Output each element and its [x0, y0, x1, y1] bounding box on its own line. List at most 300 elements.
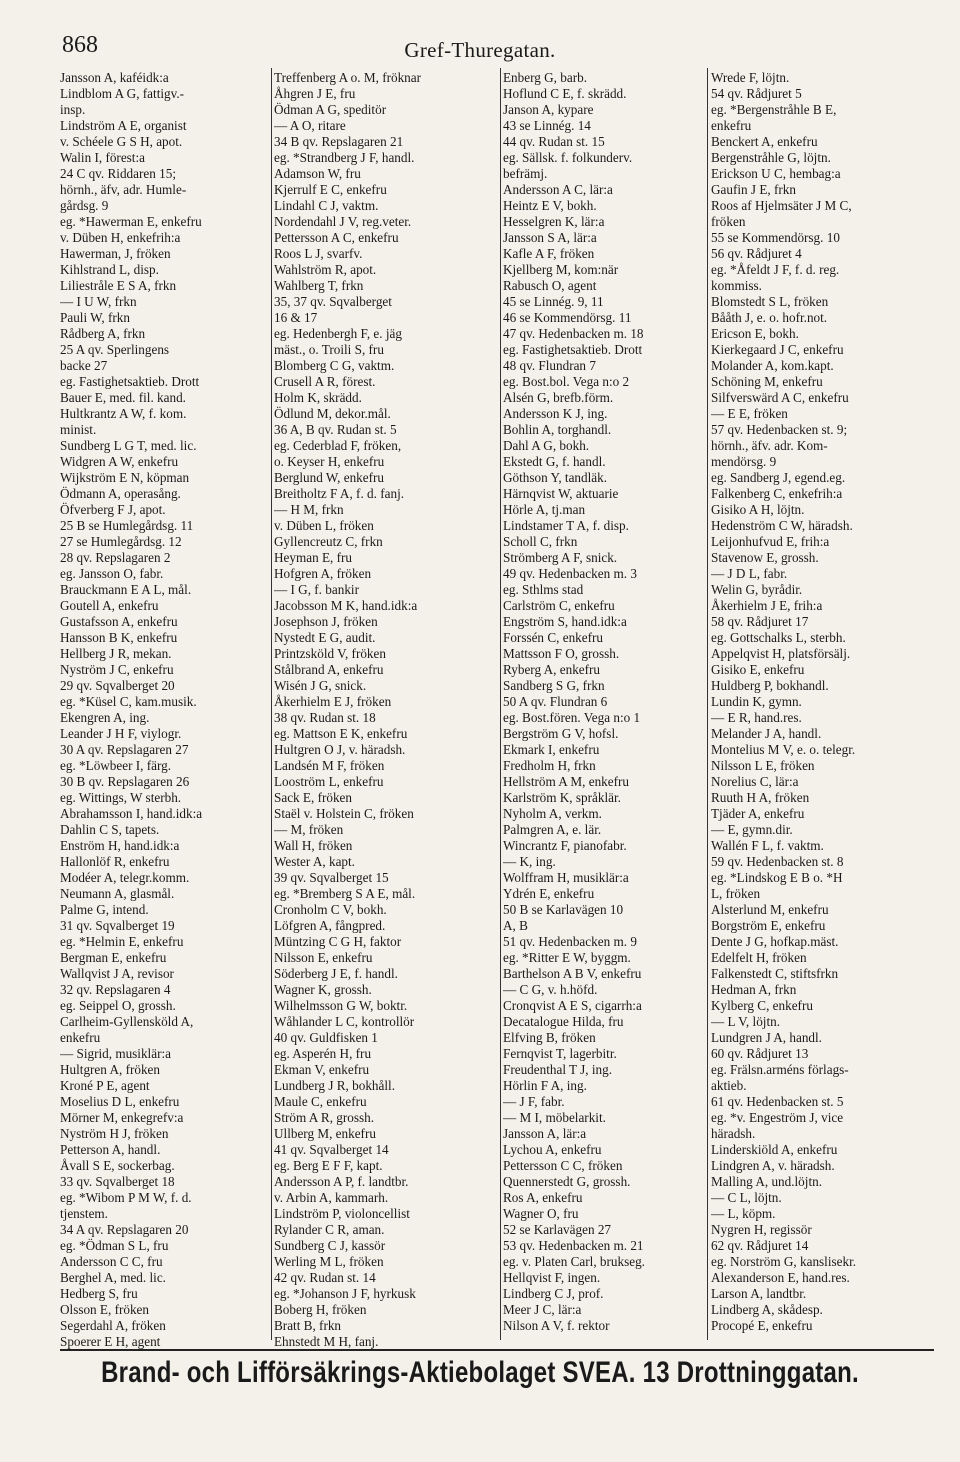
directory-entry: 25 B se Humlegårdsg. 11	[60, 518, 194, 533]
directory-entry: Gustafsson A, enkefru	[60, 614, 178, 629]
directory-entry: Rabusch O, agent	[503, 278, 597, 293]
directory-entry: Silfverswärd A C, enkefru	[711, 390, 849, 405]
directory-entry: tjenstem.	[60, 1206, 108, 1221]
directory-column-4	[711, 70, 929, 1360]
directory-entry: 45 se Linnég. 9, 11	[503, 294, 604, 309]
directory-entry: Kierkegaard J C, enkefru	[711, 342, 844, 357]
directory-entry: Gyllencreutz C, frkn	[274, 534, 383, 549]
footer-rule	[60, 1349, 934, 1351]
directory-entry: — I U W, frkn	[60, 294, 137, 309]
directory-entry: Blomstedt S L, fröken	[711, 294, 829, 309]
directory-entry: Benckert A, enkefru	[711, 134, 818, 149]
directory-entry: — L, köpm.	[711, 1206, 776, 1221]
directory-entry: Alsterlund M, enkefru	[711, 902, 829, 917]
directory-entry: Hellberg J R, mekan.	[60, 646, 172, 661]
directory-entry: Sack E, fröken	[274, 790, 352, 805]
directory-entry: 56 qv. Rådjuret 4	[711, 246, 802, 261]
directory-entry: 54 qv. Rådjuret 5	[711, 86, 802, 101]
directory-entry: Lychou A, enkefru	[503, 1142, 602, 1157]
directory-entry: 43 se Linnég. 14	[503, 118, 591, 133]
directory-entry: Sundberg C J, kassör	[274, 1238, 386, 1253]
directory-entry: Fernqvist T, lagerbitr.	[503, 1046, 617, 1061]
directory-entry: 24 C qv. Riddaren 15;	[60, 166, 176, 181]
directory-entry: Roos af Hjelmsäter J M C,	[711, 198, 852, 213]
directory-entry: kommiss.	[711, 278, 762, 293]
directory-entry: Maule C, enkefru	[274, 1094, 367, 1109]
directory-entry: Hedberg S, fru	[60, 1286, 138, 1301]
directory-entry: Ericson E, bokh.	[711, 326, 799, 341]
directory-entry: Jansson A, lär:a	[503, 1126, 587, 1141]
directory-entry: Bergenstråhle G, löjtn.	[711, 150, 831, 165]
directory-entry: Wilhelmsson G W, boktr.	[274, 998, 408, 1013]
directory-entry: v. Schéele G S H, apot.	[60, 134, 183, 149]
directory-entry: 52 se Karlavägen 27	[503, 1222, 612, 1237]
directory-entry: v. Düben L, fröken	[274, 518, 374, 533]
directory-entry: Procopé E, enkefru	[711, 1318, 813, 1333]
directory-entry: Moselius D L, enkefru	[60, 1094, 180, 1109]
directory-entry: 49 qv. Hedenbacken m. 3	[503, 566, 637, 581]
directory-entry: 34 A qv. Repslagaren 20	[60, 1222, 189, 1237]
directory-entry: Olsson E, fröken	[60, 1302, 150, 1317]
directory-entry: Breitholtz F A, f. d. fanj.	[274, 486, 405, 501]
directory-entry: hörnh., äfv, adr. Humle-	[60, 182, 187, 197]
directory-entry: — H M, frkn	[274, 502, 344, 517]
directory-entry: Gisiko E, enkefru	[711, 662, 805, 677]
directory-entry: 35, 37 qv. Sqvalberget	[274, 294, 392, 309]
directory-entry: eg. Sällsk. f. folkunderv.	[503, 150, 633, 165]
directory-entry: 34 B qv. Repslagaren 21	[274, 134, 404, 149]
directory-entry: eg. *v. Engeström J, vice	[711, 1110, 844, 1125]
directory-entry: Wisén J G, snick.	[274, 678, 367, 693]
directory-entry: Hedenström C W, häradsh.	[711, 518, 853, 533]
directory-entry: — E E, fröken	[711, 406, 788, 421]
directory-entry: Müntzing C G H, faktor	[274, 934, 402, 949]
directory-entry: enkefru	[711, 118, 752, 133]
directory-entry: Treffenberg A o. M, fröknar	[274, 70, 421, 85]
directory-entry: Hultkrantz A W, f. kom.	[60, 406, 187, 421]
directory-entry: Göthson Y, tandläk.	[503, 470, 608, 485]
directory-entry: — K, ing.	[503, 854, 556, 869]
directory-entry: Lundin K, gymn.	[711, 694, 802, 709]
directory-entry: Alexanderson E, hand.res.	[711, 1270, 850, 1285]
directory-entry: Hörle A, tj.man	[503, 502, 586, 517]
directory-entry: Ruuth H A, fröken	[711, 790, 810, 805]
directory-entry: Ekman V, enkefru	[274, 1062, 370, 1077]
directory-entry: eg. *Löwbeer I, färg.	[60, 758, 172, 773]
directory-entry: Jansson S A, lär:a	[503, 230, 597, 245]
directory-entry: Strömberg A F, snick.	[503, 550, 618, 565]
directory-entry: Meer J C, lär:a	[503, 1302, 582, 1317]
directory-entry: 59 qv. Hedenbacken st. 8	[711, 854, 844, 869]
directory-entry: Öfverberg F J, apot.	[60, 502, 166, 517]
directory-entry: eg. Bost.fören. Vega n:o 1	[503, 710, 641, 725]
directory-entry: Carlström C, enkefru	[503, 598, 615, 613]
directory-entry: 32 qv. Repslagaren 4	[60, 982, 171, 997]
directory-entry: Norelius C, lär:a	[711, 774, 799, 789]
directory-entry: Heintz E V, bokh.	[503, 198, 597, 213]
directory-entry: Montelius M V, e. o. telegr.	[711, 742, 856, 757]
directory-entry: Stålbrand A, enkefru	[274, 662, 384, 677]
directory-entry: 30 B qv. Repslagaren 26	[60, 774, 190, 789]
directory-entry: Forssén C, enkefru	[503, 630, 603, 645]
directory-entry: Jacobsson M K, hand.idk:a	[274, 598, 418, 613]
directory-entry: Rådberg A, frkn	[60, 326, 146, 341]
directory-entry: Ros A, enkefru	[503, 1190, 583, 1205]
directory-entry: Nilson A V, f. rektor	[503, 1318, 610, 1333]
directory-entry: Molander A, kom.kapt.	[711, 358, 834, 373]
directory-entry: Neumann A, glasmål.	[60, 886, 175, 901]
column-rule	[500, 68, 501, 1340]
directory-entry: Pettersson A C, enkefru	[274, 230, 399, 245]
directory-entry: Dente J G, hofkap.mäst.	[711, 934, 839, 949]
directory-column-3	[503, 70, 707, 1360]
directory-entry: Borgström E, enkefru	[711, 918, 826, 933]
directory-entry: Lindahl C J, vaktm.	[274, 198, 379, 213]
directory-entry: Wåhlander L C, kontrollör	[274, 1014, 415, 1029]
directory-entry: eg. Sandberg J, egend.eg.	[711, 470, 846, 485]
directory-entry: Enström H, hand.idk:a	[60, 838, 180, 853]
directory-entry: Decatalogue Hilda, fru	[503, 1014, 624, 1029]
directory-entry: Andersson C C, fru	[60, 1254, 163, 1269]
directory-entry: 61 qv. Hedenbacken st. 5	[711, 1094, 844, 1109]
directory-entry: 60 qv. Rådjuret 13	[711, 1046, 809, 1061]
directory-entry: eg. *Bremberg S A E, mål.	[274, 886, 416, 901]
directory-entry: Enberg G, barb.	[503, 70, 587, 85]
directory-entry: Cronholm C V, bokh.	[274, 902, 387, 917]
directory-entry: 53 qv. Hedenbacken m. 21	[503, 1238, 644, 1253]
directory-entry: eg. Frälsn.arméns förlags-	[711, 1062, 849, 1077]
directory-entry: hörnh., äfv. adr. Kom-	[711, 438, 828, 453]
directory-entry: L, fröken	[711, 886, 761, 901]
directory-entry: Bohlin A, torghandl.	[503, 422, 612, 437]
directory-entry: eg. *Wibom P M W, f. d.	[60, 1190, 192, 1205]
directory-entry: Söderberg J E, f. handl.	[274, 966, 398, 981]
directory-entry: Kjerrulf E C, enkefru	[274, 182, 387, 197]
directory-entry: Fredholm H, frkn	[503, 758, 596, 773]
directory-entry: — C L, löjtn.	[711, 1190, 782, 1205]
directory-entry: Bååth J, e. o. hofr.not.	[711, 310, 828, 325]
directory-entry: Printzsköld V, fröken	[274, 646, 386, 661]
directory-entry: eg. Mattson E K, enkefru	[274, 726, 408, 741]
directory-entry: 55 se Kommendörsg. 10	[711, 230, 840, 245]
directory-entry: Rylander C R, aman.	[274, 1222, 385, 1237]
running-title: Gref-Thuregatan.	[404, 38, 556, 62]
directory-entry: Adamson W, fru	[274, 166, 361, 181]
directory-entry: Karlström K, språklär.	[503, 790, 621, 805]
directory-entry: Leander J H F, viylogr.	[60, 726, 182, 741]
directory-entry: — C G, v. h.höfd.	[503, 982, 598, 997]
directory-entry: eg. Seippel O, grossh.	[60, 998, 176, 1013]
directory-entry: eg. Asperén H, fru	[274, 1046, 372, 1061]
directory-entry: Wester A, kapt.	[274, 854, 355, 869]
directory-entry: Gisiko A H, löjtn.	[711, 502, 805, 517]
directory-entry: Nyholm A, verkm.	[503, 806, 602, 821]
directory-entry: Mattsson F O, grossh.	[503, 646, 620, 661]
directory-entry: 51 qv. Hedenbacken m. 9	[503, 934, 637, 949]
directory-entry: Edelfelt H, fröken	[711, 950, 807, 965]
directory-entry: Åkerhielm E J, fröken	[274, 694, 392, 709]
directory-entry: Lindberg A, skådesp.	[711, 1302, 823, 1317]
directory-entry: eg. Sthlms stad	[503, 582, 584, 597]
directory-entry: — E R, hand.res.	[711, 710, 802, 725]
directory-entry: Falkenberg C, enkefrih:a	[711, 486, 843, 501]
directory-entry: Huldberg P, bokhandl.	[711, 678, 829, 693]
directory-entry: Wallqvist J A, revisor	[60, 966, 174, 981]
directory-entry: 31 qv. Sqvalberget 19	[60, 918, 175, 933]
directory-entry: Elfving B, fröken	[503, 1030, 596, 1045]
directory-entry: Bauer E, med. fil. kand.	[60, 390, 186, 405]
directory-entry: Lindgren A, v. häradsh.	[711, 1158, 835, 1173]
directory-entry: Jansson A, kaféidk:a	[60, 70, 169, 85]
directory-entry: eg. Hedenbergh F, e. jäg	[274, 326, 402, 341]
directory-entry: Lindström P, violoncellist	[274, 1206, 410, 1221]
directory-entry: 30 A qv. Repslagaren 27	[60, 742, 189, 757]
directory-entry: Heyman E, fru	[274, 550, 352, 565]
directory-entry: eg. *Bergenstråhle B E,	[711, 102, 837, 117]
directory-entry: Wijkström E N, köpman	[60, 470, 190, 485]
directory-entry: Nordendahl J V, reg.veter.	[274, 214, 412, 229]
directory-entry: 40 qv. Guldfisken 1	[274, 1030, 378, 1045]
directory-entry: 38 qv. Rudan st. 18	[274, 710, 376, 725]
directory-entry: eg. Bost.bol. Vega n:o 2	[503, 374, 630, 389]
directory-entry: eg. Wittings, W sterbh.	[60, 790, 182, 805]
directory-entry: Gaufin J E, frkn	[711, 182, 796, 197]
directory-entry: Wrede F, löjtn.	[711, 70, 790, 85]
directory-entry: Hellström A M, enkefru	[503, 774, 629, 789]
directory-entry: eg. *Strandberg J F, handl.	[274, 150, 415, 165]
directory-entry: 48 qv. Flundran 7	[503, 358, 596, 373]
directory-entry: Ekengren A, ing.	[60, 710, 150, 725]
directory-entry: 29 qv. Sqvalberget 20	[60, 678, 175, 693]
directory-entry: mäst., o. Troili S, fru	[274, 342, 384, 357]
directory-entry: — M I, möbelarkit.	[503, 1110, 606, 1125]
directory-entry: Carlheim-Gyllensköld A,	[60, 1014, 194, 1029]
directory-entry: Kihlstrand L, disp.	[60, 262, 159, 277]
directory-entry: A, B	[503, 918, 528, 933]
directory-entry: Dahlin C S, tapets.	[60, 822, 160, 837]
directory-entry: Hedman A, frkn	[711, 982, 797, 997]
directory-entry: Quennerstedt G, grossh.	[503, 1174, 631, 1189]
directory-entry: Tjäder A, enkefru	[711, 806, 805, 821]
directory-entry: Falkenstedt C, stiftsfrkn	[711, 966, 839, 981]
directory-entry: — E, gymn.dir.	[711, 822, 793, 837]
directory-entry: Palme G, intend.	[60, 902, 149, 917]
directory-entry: eg. *Lindskog E B o. *H	[711, 870, 843, 885]
directory-entry: Nilsson E, enkefru	[274, 950, 373, 965]
directory-entry: 50 B se Karlavägen 10	[503, 902, 624, 917]
directory-entry: Hallonlöf R, enkefru	[60, 854, 170, 869]
directory-entry: Sundberg L G T, med. lic.	[60, 438, 197, 453]
directory-entry: Erickson U C, hembag:a	[711, 166, 841, 181]
directory-entry: Åvall S E, sockerbag.	[60, 1158, 175, 1173]
directory-entry: eg. *Johanson J F, hyrkusk	[274, 1286, 416, 1301]
directory-entry: Lindström A E, organist	[60, 118, 187, 133]
directory-entry: eg. v. Platen Carl, brukseg.	[503, 1254, 645, 1269]
directory-entry: eg. Gottschalks L, sterbh.	[711, 630, 846, 645]
directory-entry: Wolffram H, musiklär:a	[503, 870, 629, 885]
directory-entry: Ekstedt G, f. handl.	[503, 454, 606, 469]
directory-entry: Roos L J, svarfv.	[274, 246, 363, 261]
directory-entry: eg. *Ritter E W, byggm.	[503, 950, 631, 965]
directory-entry: Berglund W, enkefru	[274, 470, 384, 485]
directory-entry: — J D L, fabr.	[711, 566, 788, 581]
directory-entry: 50 A qv. Flundran 6	[503, 694, 608, 709]
directory-entry: Lindberg C J, prof.	[503, 1286, 604, 1301]
directory-entry: Boberg H, fröken	[274, 1302, 367, 1317]
directory-entry: v. Arbin A, kammarh.	[274, 1190, 389, 1205]
directory-entry: 39 qv. Sqvalberget 15	[274, 870, 389, 885]
directory-entry: Segerdahl A, fröken	[60, 1318, 166, 1333]
directory-entry: Pauli W, frkn	[60, 310, 130, 325]
directory-entry: Wahlberg T, frkn	[274, 278, 364, 293]
directory-entry: Holm K, skrädd.	[274, 390, 362, 405]
directory-entry: Petterson A, handl.	[60, 1142, 161, 1157]
directory-entry: Barthelson A B V, enkefru	[503, 966, 642, 981]
directory-entry: eg. Fastighetsaktieb. Drott	[60, 374, 200, 389]
directory-entry: Nilsson L E, fröken	[711, 758, 815, 773]
directory-entry: Ödman A G, speditör	[274, 102, 387, 117]
directory-entry: Leijonhufvud E, frih:a	[711, 534, 830, 549]
directory-entry: Walin I, förest:a	[60, 150, 145, 165]
directory-entry: Andersson A C, lär:a	[503, 182, 613, 197]
directory-entry: Malling A, und.löjtn.	[711, 1174, 822, 1189]
directory-entry: Modéer A, telegr.komm.	[60, 870, 190, 885]
directory-column-2	[274, 70, 498, 1360]
directory-entry: — Sigrid, musiklär:a	[60, 1046, 171, 1061]
directory-entry: Kafle A F, fröken	[503, 246, 595, 261]
directory-entry: eg. Fastighetsaktieb. Drott	[503, 342, 643, 357]
directory-entry: Welin G, byrådir.	[711, 582, 803, 597]
directory-entry: Åkerhielm J E, frih:a	[711, 598, 823, 613]
directory-entry: Ödmann A, operasång.	[60, 486, 181, 501]
directory-entry: Andersson K J, ing.	[503, 406, 608, 421]
directory-entry: Härnqvist W, aktuarie	[503, 486, 619, 501]
directory-entry: Larson A, landtbr.	[711, 1286, 807, 1301]
directory-entry: eg. *Ödman S L, fru	[60, 1238, 169, 1253]
directory-entry: 47 qv. Hedenbacken m. 18	[503, 326, 644, 341]
directory-entry: Brauckmann E A L, mål.	[60, 582, 192, 597]
directory-entry: Hultgren O J, v. häradsh.	[274, 742, 406, 757]
directory-entry: — I G, f. bankir	[274, 582, 359, 597]
directory-entry: Engström S, hand.idk:a	[503, 614, 627, 629]
directory-entry: Ehnstedt M H, fanj.	[274, 1334, 379, 1349]
directory-entry: fröken	[711, 214, 746, 229]
directory-entry: 42 qv. Rudan st. 14	[274, 1270, 376, 1285]
directory-entry: häradsh.	[711, 1126, 756, 1141]
directory-entry: Kroné P E, agent	[60, 1078, 150, 1093]
directory-entry: 16 & 17	[274, 310, 318, 325]
directory-entry: Hesselgren K, lär:a	[503, 214, 605, 229]
directory-entry: Pettersson C C, fröken	[503, 1158, 623, 1173]
column-rule	[707, 68, 708, 1340]
directory-entry: Ydrén E, enkefru	[503, 886, 595, 901]
directory-entry: insp.	[60, 102, 86, 117]
directory-entry: 25 A qv. Sperlingens	[60, 342, 170, 357]
directory-entry: Josephson J, fröken	[274, 614, 378, 629]
directory-entry: Åhgren J E, fru	[274, 86, 356, 101]
directory-entry: Nyström H J, fröken	[60, 1126, 169, 1141]
directory-entry: Berghel A, med. lic.	[60, 1270, 166, 1285]
directory-entry: Hörlin F A, ing.	[503, 1078, 587, 1093]
directory-entry: Ryberg A, enkefru	[503, 662, 601, 677]
directory-entry: minist.	[60, 422, 97, 437]
directory-entry: Hellqvist F, ingen.	[503, 1270, 601, 1285]
directory-entry: 36 A, B qv. Rudan st. 5	[274, 422, 397, 437]
directory-entry: Mörner M, enkegrefv:a	[60, 1110, 184, 1125]
directory-entry: Goutell A, enkefru	[60, 598, 159, 613]
directory-entry: — L V, löjtn.	[711, 1014, 781, 1029]
directory-entry: Wagner K, grossh.	[274, 982, 372, 997]
directory-entry: Landsén M F, fröken	[274, 758, 385, 773]
directory-entry: Abrahamsson I, hand.idk:a	[60, 806, 203, 821]
directory-entry: Lindstamer T A, f. disp.	[503, 518, 629, 533]
directory-entry: Palmgren A, e. lär.	[503, 822, 602, 837]
directory-entry: Janson A, kypare	[503, 102, 594, 117]
directory-entry: Ullberg M, enkefru	[274, 1126, 376, 1141]
directory-entry: Kjellberg M, kom:när	[503, 262, 619, 277]
directory-entry: 27 se Humlegårdsg. 12	[60, 534, 182, 549]
directory-entry: Sandberg S G, frkn	[503, 678, 605, 693]
directory-entry: Bergman E, enkefru	[60, 950, 167, 965]
directory-entry: Hawerman, J, fröken	[60, 246, 171, 261]
directory-entry: Dahl A G, bokh.	[503, 438, 590, 453]
directory-column-1	[60, 70, 270, 1360]
directory-entry: Alsén G, brefb.förm.	[503, 390, 614, 405]
directory-entry: — J F, fabr.	[503, 1094, 565, 1109]
directory-entry: Lundgren J A, handl.	[711, 1030, 822, 1045]
directory-entry: Ekmark I, enkefru	[503, 742, 600, 757]
directory-entry: Schöning M, enkefru	[711, 374, 823, 389]
directory-entry: Ödlund M, dekor.mål.	[274, 406, 391, 421]
directory-entry: Liliestråle E S A, frkn	[60, 278, 177, 293]
directory-entry: Crusell A R, förest.	[274, 374, 376, 389]
directory-entry: Linderskiöld A, enkefru	[711, 1142, 838, 1157]
directory-entry: Nyström J C, enkefru	[60, 662, 174, 677]
directory-entry: Wagner O, fru	[503, 1206, 579, 1221]
directory-entry: eg. *Helmin E, enkefru	[60, 934, 184, 949]
directory-entry: enkefru	[60, 1030, 101, 1045]
directory-entry: eg. Jansson O, fabr.	[60, 566, 164, 581]
directory-entry: Hultgren A, fröken	[60, 1062, 160, 1077]
directory-entry: o. Keyser H, enkefru	[274, 454, 385, 469]
directory-entry: Werling M L, fröken	[274, 1254, 384, 1269]
directory-entry: Nystedt E G, audit.	[274, 630, 376, 645]
directory-entry: aktieb.	[711, 1078, 747, 1093]
directory-entry: v. Düben H, enkefrih:a	[60, 230, 181, 245]
directory-entry: Looström L, enkefru	[274, 774, 384, 789]
footer-advertisement: Brand- och Lifförsäkrings-Aktiebolaget SVEA. 13 Drottninggatan.	[101, 1356, 859, 1389]
directory-entry: — A O, ritare	[274, 118, 346, 133]
column-rule	[271, 68, 272, 1340]
directory-entry: 44 qv. Rudan st. 15	[503, 134, 605, 149]
directory-entry: Blomberg C G, vaktm.	[274, 358, 395, 373]
directory-entry: Wall H, fröken	[274, 838, 353, 853]
directory-entry: 28 qv. Repslagaren 2	[60, 550, 171, 565]
directory-entry: backe 27	[60, 358, 108, 373]
directory-entry: Hoflund C E, f. skrädd.	[503, 86, 627, 101]
directory-entry: 57 qv. Hedenbacken st. 9;	[711, 422, 848, 437]
directory-entry: Ström A R, grossh.	[274, 1110, 375, 1125]
directory-entry: Bratt B, frkn	[274, 1318, 342, 1333]
directory-entry: Hansson B K, enkefru	[60, 630, 178, 645]
directory-entry: Appelqvist H, platsförsälj.	[711, 646, 851, 661]
directory-entry: Lundberg J R, bokhåll.	[274, 1078, 395, 1093]
directory-entry: Bergström G V, hofsl.	[503, 726, 619, 741]
directory-entry: Spoerer E H, agent	[60, 1334, 161, 1349]
directory-entry: Lindblom A G, fattigv.-	[60, 86, 185, 101]
directory-entry: Nygren H, regissör	[711, 1222, 812, 1237]
directory-entry: 58 qv. Rådjuret 17	[711, 614, 809, 629]
